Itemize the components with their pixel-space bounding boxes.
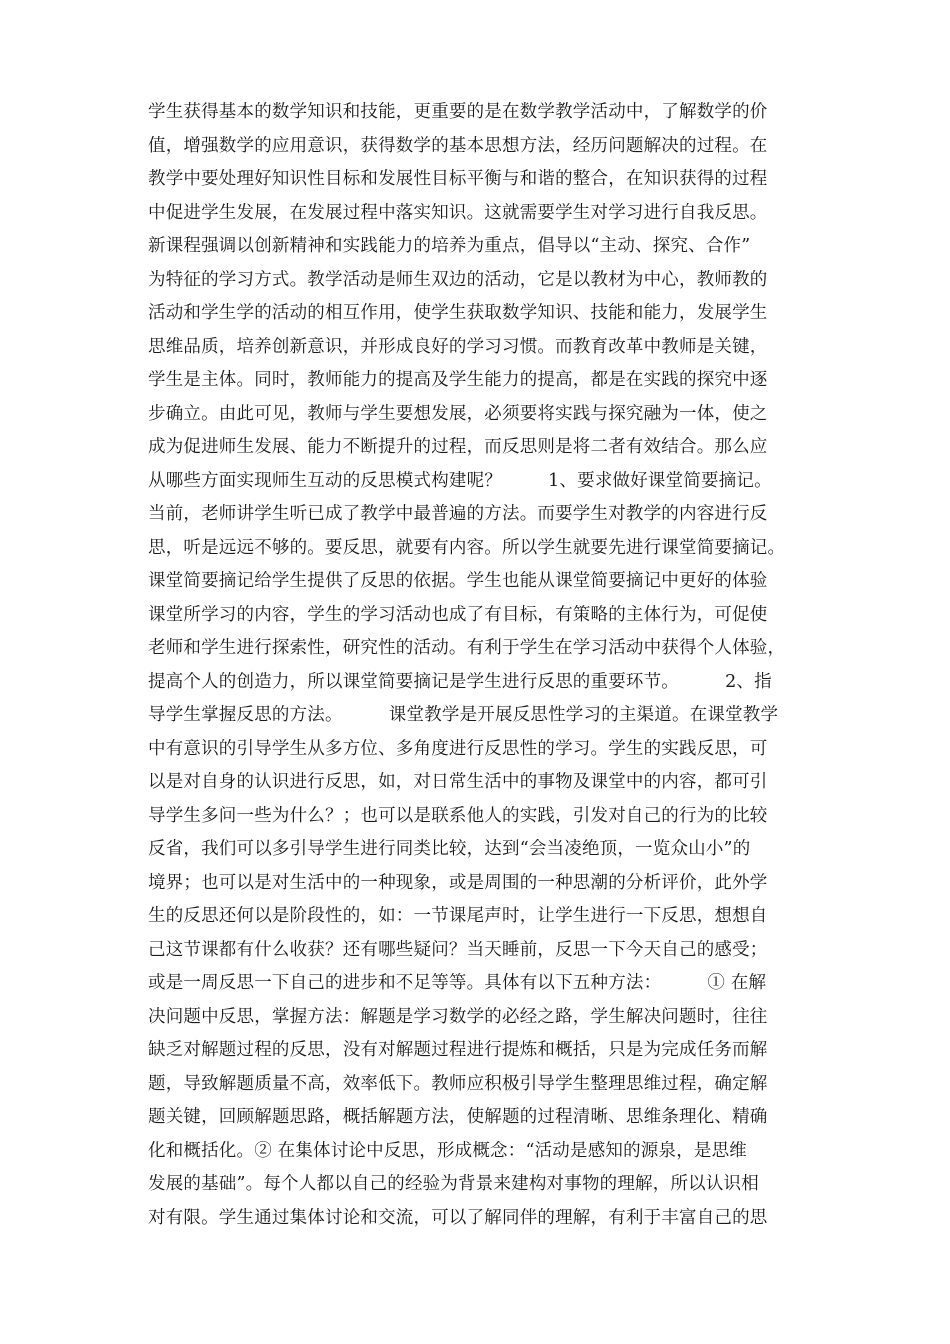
text-line: 课堂简要摘记给学生提供了反思的依据。学生也能从课堂简要摘记中更好的体验 [148, 571, 768, 591]
text-line: 老师和学生进行探索性，研究性的活动。有利于学生在学习活动中获得个人体验， [148, 638, 786, 658]
text-line: 生的反思还何以是阶段性的，如：一节课尾声时，让学生进行一下反思，想想自 [148, 906, 768, 926]
text-line: 为特征的学习方式。教学活动是师生双边的活动，它是以教材为中心，教师教的 [148, 269, 768, 290]
text-line: 活动和学生学的活动的相互作用，使学生获取数学知识、技能和能力，发展学生 [148, 303, 768, 323]
text-line: 导学生多问一些为什么？；也可以是联系他人的实践，引发对自己的行为的比较 [148, 805, 768, 826]
text-line: 化和概括化。② 在集体讨论中反思，形成概念：“活动是感知的源泉，是思维 [148, 1140, 748, 1161]
text-line: 教学中要处理好知识性目标和发展性目标平衡与和谐的整合，在知识获得的过程 [148, 169, 768, 189]
text-line: 或是一周反思一下自己的进步和不足等等。具体有以下五种方法： ① 在解 [148, 973, 767, 993]
text-line: 值，增强数学的应用意识，获得数学的基本思想方法，经历问题解决的过程。在 [148, 135, 768, 156]
text-line: 步确立。由此可见，教师与学生要想发展，必须要将实践与探究融为一体，使之 [148, 403, 768, 424]
text-line: 题关键，回顾解题思路，概括解题方法，使解题的过程清晰、思维条理化、精确 [148, 1107, 768, 1127]
text-line: 缺乏对解题过程的反思，没有对解题过程进行提炼和概括，只是为完成任务而解 [148, 1040, 768, 1060]
text-line: 思维品质，培养创新意识，并形成良好的学习习惯。而教育改革中教师是关键， [148, 336, 768, 357]
text-line: 题，导致解题质量不高，效率低下。教师应积极引导学生整理思维过程，确定解 [148, 1073, 768, 1094]
body-paragraph [148, 96, 848, 1235]
text-line: 成为促进师生发展、能力不断提升的过程，而反思则是将二者有效结合。那么应 [148, 437, 768, 457]
text-line: 当前，老师讲学生听已成了教学中最普遍的方法。而要学生对教学的内容进行反 [148, 504, 768, 524]
text-line: 提高个人的创造力，所以课堂简要摘记是学生进行反思的重要环节。 2、指 [148, 671, 772, 692]
text-line: 境界；也可以是对生活中的一种现象，或是周围的一种思潮的分析评价，此外学 [148, 872, 768, 893]
text-line: 导学生掌握反思的方法。 课堂教学是开展反思性学习的主渠道。在课堂教学 [148, 705, 779, 725]
text-line: 从哪些方面实现师生互动的反思模式构建呢？ 1、要求做好课堂简要摘记。 [148, 470, 772, 491]
text-line: 发展的基础”。每个人都以自己的经验为背景来建构对事物的理解，所以认识相 [148, 1174, 759, 1194]
text-line: 新课程强调以创新精神和实践能力的培养为重点，倡导以“主动、探究、合作” [148, 236, 751, 256]
text-line: 课堂所学习的内容，学生的学习活动也成了有目标，有策略的主体行为，可促使 [148, 604, 768, 625]
text-line: 学生获得基本的数学知识和技能，更重要的是在数学教学活动中，了解数学的价 [148, 102, 768, 122]
text-line: 决问题中反思，掌握方法：解题是学习数学的必经之路，学生解决问题时，往往 [148, 1006, 768, 1027]
text-line: 反省，我们可以多引导学生进行同类比较，达到“会当凌绝顶，一览众山小”的 [148, 839, 751, 859]
text-line: 己这节课都有什么收获？还有哪些疑问？当天睡前，反思一下今天自己的感受； [148, 939, 768, 960]
text-line: 以是对自身的认识进行反思，如，对日常生活中的事物及课堂中的内容，都可引 [148, 772, 768, 792]
text-line: 中促进学生发展，在发展过程中落实知识。这就需要学生对学习进行自我反思。 [148, 202, 768, 223]
text-line: 学生是主体。同时，教师能力的提高及学生能力的提高，都是在实践的探究中逐 [148, 370, 768, 390]
text-line: 对有限。学生通过集体讨论和交流，可以了解同伴的理解，有利于丰富自己的思 [148, 1207, 768, 1228]
text-line: 思，听是远远不够的。要反思，就要有内容。所以学生就要先进行课堂简要摘记。 [148, 537, 786, 558]
text-line: 中有意识的引导学生从多方位、多角度进行反思性的学习。学生的实践反思，可 [148, 738, 768, 759]
